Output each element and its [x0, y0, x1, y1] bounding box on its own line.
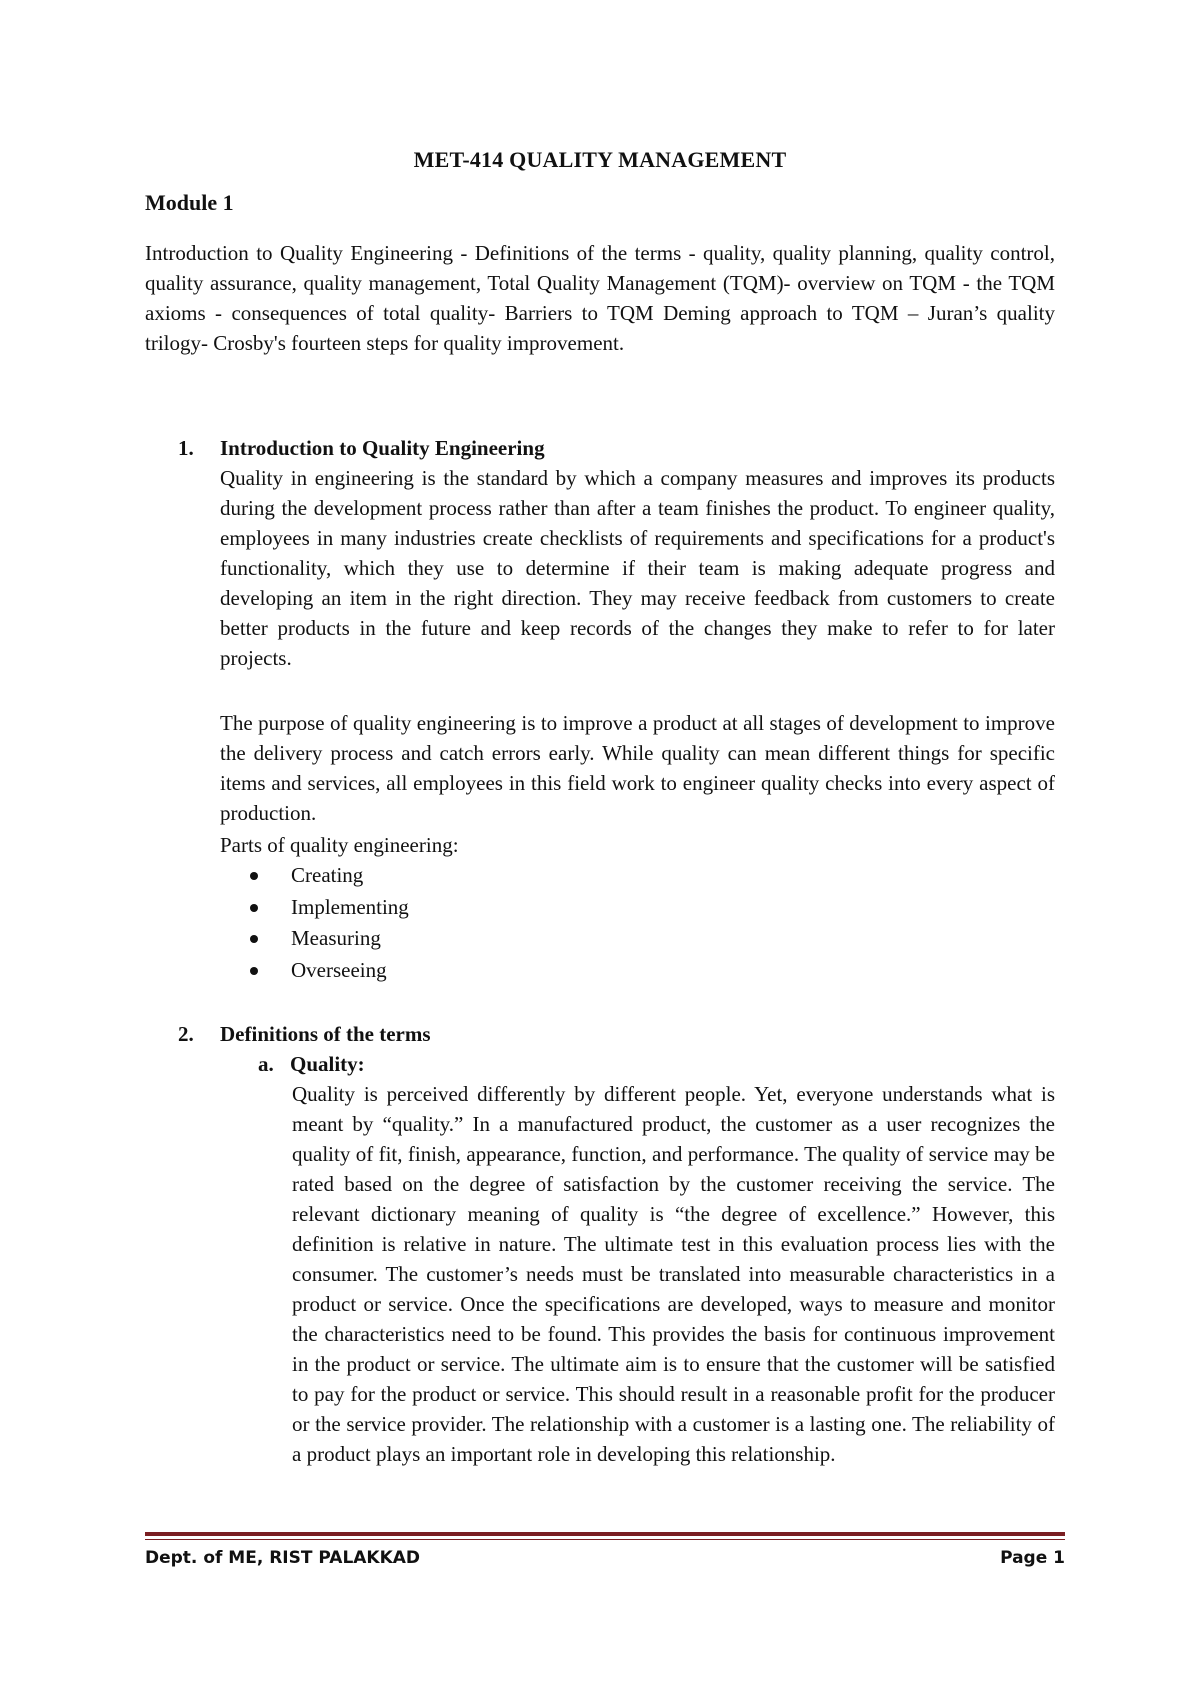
list-item-text: Implementing	[291, 894, 409, 919]
list-item-text: Overseeing	[291, 957, 387, 982]
footer-department: Dept. of ME, RIST PALAKKAD	[145, 1548, 421, 1568]
parts-label: Parts of quality engineering:	[220, 833, 459, 857]
list-item	[250, 860, 409, 892]
list-item-text: Measuring	[291, 926, 381, 950]
parts-list	[250, 860, 409, 986]
bullet-icon	[250, 967, 258, 975]
subsection-a-number: a.	[258, 1052, 274, 1076]
section-1-heading	[178, 436, 545, 461]
section-1-paragraph-1: Quality in engineering is the standard by which a company measures and improves its products during the development process rather than after a team finishes the product. To engineer quality, employees in many industries create checklists of requirements and specifications for a product's functionality, which they use to determine if their team is making adequate progress and developing an item in the right direction. They may receive feedback from customers to create better products in the future and keep records of the changes they make to refer to for later projects.	[220, 466, 1055, 670]
module-syllabus-paragraph: Introduction to Quality Engineering - Definitions of the terms - quality, quality planning, quality control, quality assurance, quality management, Total Quality Management (TQM)- overview on TQM - the TQM axioms - consequences of total quality- Barriers to TQM Deming approach to TQM – Juran’s quality trilogy- Crosby's fourteen steps for quality improvement.	[145, 241, 1055, 355]
footer-rule	[145, 1532, 1065, 1536]
section-2-number: 2.	[178, 1022, 194, 1046]
section-1-title: Introduction to Quality Engineering	[220, 436, 545, 460]
module-label: Module 1	[145, 190, 234, 215]
section-2-title: Definitions of the terms	[220, 1022, 431, 1046]
quality-definition-paragraph: Quality is perceived differently by different people. Yet, everyone understands what is meant by “quality.” In a manufactured product, the customer as a user recognizes the quality of fit, finish, appearance, function, and performance. The quality of service may be rated based on the degree of satisfaction by the customer receiving the service. The relevant dictionary meaning of quality is “the degree of excellence.” However, this definition is relative in nature. The ultimate test in this evaluation process lies with the consumer. The customer’s needs must be translated into measurable characteristics in a product or service. Once the specifications are developed, ways to measure and monitor the characteristics need to be found. This provides the basis for continuous improvement in the product or service. The ultimate aim is to ensure that the customer will be satisfied to pay for the product or service. This should result in a reasonable profit for the producer or the service provider. The relationship with a customer is a lasting one. The reliability of a product plays an important role in developing this relationship.	[292, 1082, 1055, 1466]
section-2-heading	[178, 1022, 431, 1047]
bullet-icon	[250, 935, 258, 943]
subsection-a-heading	[258, 1052, 365, 1077]
footer-page-number: Page 1	[1000, 1548, 1065, 1568]
bullet-icon	[250, 904, 258, 912]
list-item	[250, 923, 409, 955]
document-title: MET-414 QUALITY MANAGEMENT	[413, 147, 787, 172]
list-item	[250, 892, 409, 924]
section-1-number: 1.	[178, 436, 194, 460]
bullet-icon	[250, 872, 258, 880]
subsection-a-title: Quality:	[290, 1052, 365, 1076]
section-1-paragraph-2: The purpose of quality engineering is to improve a product at all stages of development to improve the delivery process and catch errors early. While quality can mean different things for specific items and services, all employees in this field work to engineer quality checks into every aspect of production.	[220, 711, 1055, 825]
footer-rule-thin	[145, 1539, 1065, 1540]
list-item-text: Creating	[291, 863, 364, 887]
list-item	[250, 955, 409, 987]
